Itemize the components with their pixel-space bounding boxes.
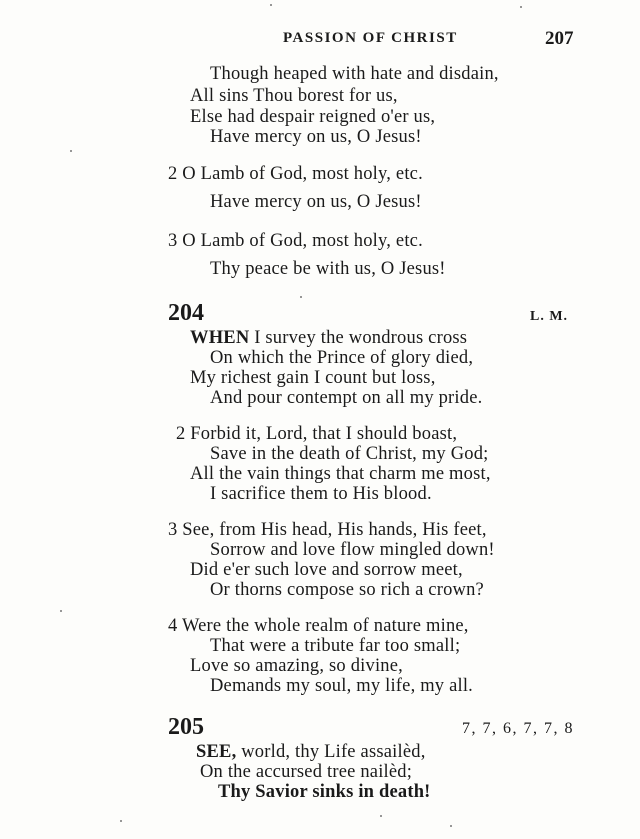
scan-speck [380,815,382,817]
scan-speck [520,6,522,8]
verse-line: Thy peace be with us, O Jesus! [210,259,446,279]
scan-speck [60,610,62,612]
verse-first-line [190,328,467,348]
verse-line: Have mercy on us, O Jesus! [210,127,422,147]
page-number: 207 [545,28,574,49]
verse-line: On which the Prince of glory died, [210,348,474,368]
verse-line: All sins Thou borest for us, [190,86,398,106]
scan-speck [450,825,452,827]
verse-line: Did e'er such love and sorrow meet, [190,560,463,580]
hymn-meter: 7, 7, 6, 7, 7, 8 [462,720,574,737]
hymn-number: 205 [168,714,204,740]
verse-line: 4 Were the whole realm of nature mine, [168,616,469,636]
verse-line: 3 O Lamb of God, most holy, etc. [168,231,423,251]
verse-line: Sorrow and love flow mingled down! [210,540,495,560]
verse-line: I sacrifice them to His blood. [210,484,432,504]
verse-line: Love so amazing, so divine, [190,656,403,676]
scan-speck [270,4,272,6]
scan-speck [300,296,302,298]
verse-line: Save in the death of Christ, my God; [210,444,489,464]
running-head: PASSION OF CHRIST [283,30,458,46]
verse-first-line [196,742,426,762]
scan-speck [70,150,72,152]
verse-first-line-rest: I survey the wondrous cross [249,328,468,348]
verse-line: My richest gain I count but loss, [190,368,436,388]
verse-line: 2 Forbid it, Lord, that I should boast, [176,424,458,444]
verse-line: Demands my soul, my life, my all. [210,676,473,696]
verse-line: All the vain things that charm me most, [190,464,491,484]
verse-line: And pour contempt on all my pride. [210,388,483,408]
verse-line: 2 O Lamb of God, most holy, etc. [168,164,423,184]
verse-line: Have mercy on us, O Jesus! [210,192,422,212]
verse-line: 3 See, from His head, His hands, His feet, [168,520,487,540]
verse-line: Thy Savior sinks in death! [218,782,431,802]
verse-first-word: SEE, [196,742,237,762]
scan-speck [120,820,122,822]
verse-line: Though heaped with hate and disdain, [210,64,499,84]
verse-line: On the accursed tree nailèd; [200,762,413,782]
verse-line: Or thorns compose so rich a crown? [210,580,484,600]
verse-line: That were a tribute far too small; [210,636,461,656]
hymn-meter: L. M. [530,309,569,324]
verse-line: Else had despair reigned o'er us, [190,107,436,127]
verse-first-line-rest: world, thy Life assailèd, [236,742,426,762]
verse-first-word: WHEN [190,328,250,348]
hymn-number: 204 [168,300,204,326]
